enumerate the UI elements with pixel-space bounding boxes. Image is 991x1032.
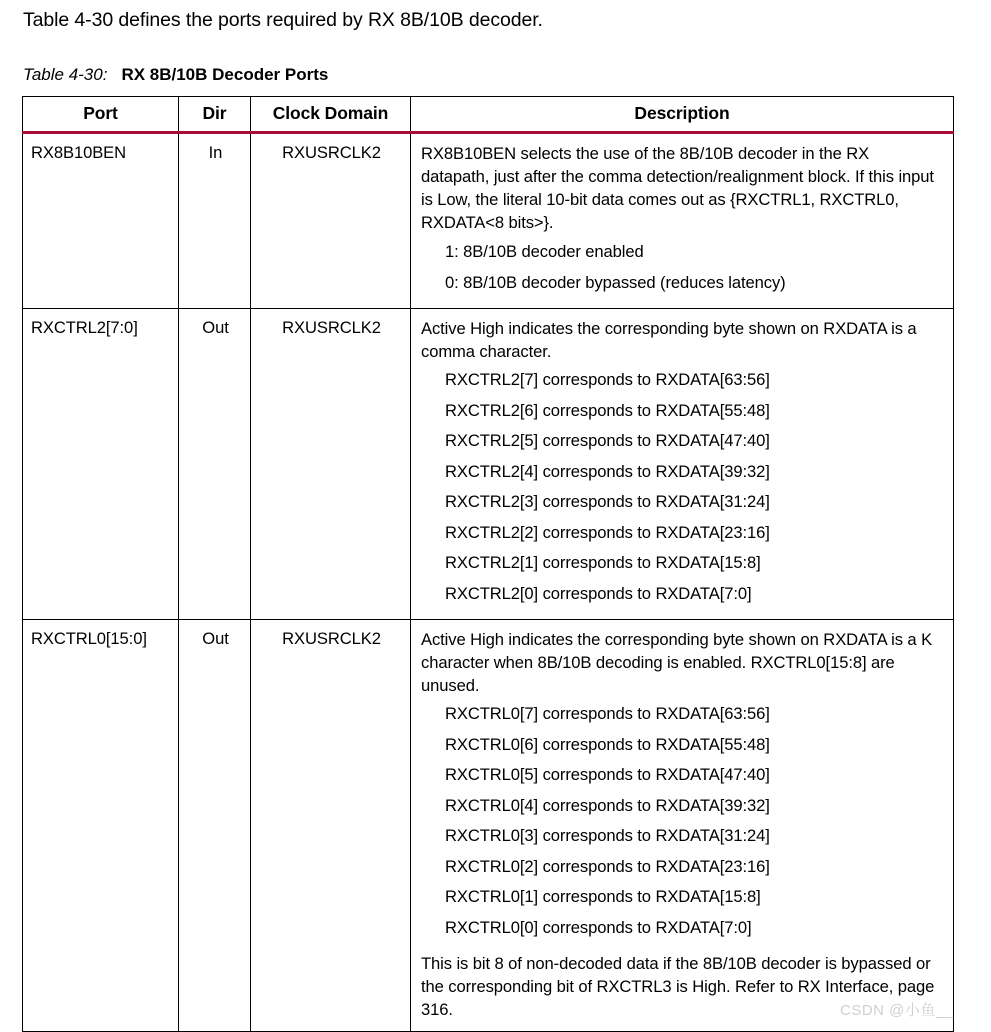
description-list-item: RXCTRL2[2] corresponds to RXDATA[23:16]: [445, 522, 770, 542]
description-list-item: RXCTRL2[1] corresponds to RXDATA[15:8]: [445, 553, 761, 572]
description-list-item: RXCTRL2[7] corresponds to RXDATA[63:56]: [445, 370, 770, 389]
column-header-port: Port: [23, 97, 179, 133]
description-list-item: RXCTRL2[0] corresponds to RXDATA[7:0]: [445, 583, 752, 603]
description-list-item: RXCTRL2[6] corresponds to RXDATA[55:48]: [445, 400, 770, 420]
csdn-watermark: CSDN @小鱼__: [840, 1002, 954, 1019]
description-list-item: RXCTRL0[0] corresponds to RXDATA[7:0]: [445, 917, 752, 937]
column-header-description: Description: [411, 97, 954, 133]
table-header-row: [23, 97, 954, 133]
table-row: [23, 133, 954, 309]
table-caption-label: Table 4-30:: [23, 65, 108, 84]
description-list-item: RXCTRL0[7] corresponds to RXDATA[63:56]: [445, 704, 770, 723]
description-list-item: 1: 8B/10B decoder enabled: [445, 242, 644, 261]
cell-description: [411, 309, 954, 620]
ports-table: [22, 96, 954, 1032]
description-list-item: RXCTRL2[5] corresponds to RXDATA[47:40]: [445, 431, 770, 450]
cell-clock-domain: RXUSRCLK2: [251, 309, 411, 620]
cell-dir: Out: [179, 620, 251, 1032]
cell-description: [411, 133, 954, 309]
cell-dir: Out: [179, 309, 251, 620]
description-list-item: RXCTRL0[4] corresponds to RXDATA[39:32]: [445, 795, 770, 815]
description-list: [421, 365, 941, 609]
description-paragraph: RX8B10BEN selects the use of the 8B/10B decoder in the RX datapath, just after the comma detection/realignment block. If this input is Low, the literal 10-bit data comes out as {RXCTRL1, RXCTRL0, RXDATA<8 bits>}.: [421, 144, 934, 232]
description-list-item: RXCTRL0[6] corresponds to RXDATA[55:48]: [445, 734, 770, 754]
cell-clock-domain: RXUSRCLK2: [251, 620, 411, 1032]
table-row: [23, 620, 954, 1032]
cell-dir: In: [179, 133, 251, 309]
description-footer: This is bit 8 of non-decoded data if the 8B/10B decoder is bypassed or the corresponding bit of RXCTRL3 is High. Refer to RX Interface, page 316.: [421, 954, 935, 1019]
intro-sentence: Table 4-30 defines the ports required by RX 8B/10B decoder.: [23, 9, 543, 31]
cell-port: RXCTRL0[15:0]: [23, 620, 179, 1032]
table-caption: [23, 64, 328, 86]
table-caption-title: RX 8B/10B Decoder Ports: [121, 65, 329, 84]
description-list-item: RXCTRL0[5] corresponds to RXDATA[47:40]: [445, 765, 770, 784]
description-list-item: RXCTRL2[4] corresponds to RXDATA[39:32]: [445, 461, 770, 481]
table-body: [23, 133, 954, 1032]
table-row: [23, 309, 954, 620]
description-paragraph: Active High indicates the corresponding byte shown on RXDATA is a K character when 8B/10B decoding is enabled. RXCTRL0[15:8] are unused.: [421, 630, 933, 695]
cell-clock-domain: RXUSRCLK2: [251, 133, 411, 309]
description-list: [421, 699, 941, 943]
cell-description: [411, 620, 954, 1032]
cell-port: RX8B10BEN: [23, 133, 179, 309]
cell-port: RXCTRL2[7:0]: [23, 309, 179, 620]
description-list-item: RXCTRL0[1] corresponds to RXDATA[15:8]: [445, 887, 761, 906]
ports-table-wrapper: [22, 96, 953, 1032]
description-list: [421, 236, 941, 298]
description-list-item: RXCTRL2[3] corresponds to RXDATA[31:24]: [445, 492, 770, 511]
column-header-dir: Dir: [179, 97, 251, 133]
column-header-clock-domain: Clock Domain: [251, 97, 411, 133]
description-list-item: RXCTRL0[2] corresponds to RXDATA[23:16]: [445, 856, 770, 876]
description-paragraph: Active High indicates the corresponding byte shown on RXDATA is a comma character.: [421, 319, 917, 361]
description-list-item: RXCTRL0[3] corresponds to RXDATA[31:24]: [445, 826, 770, 845]
description-list-item: 0: 8B/10B decoder bypassed (reduces latency): [445, 273, 786, 292]
table-header: [23, 97, 954, 133]
